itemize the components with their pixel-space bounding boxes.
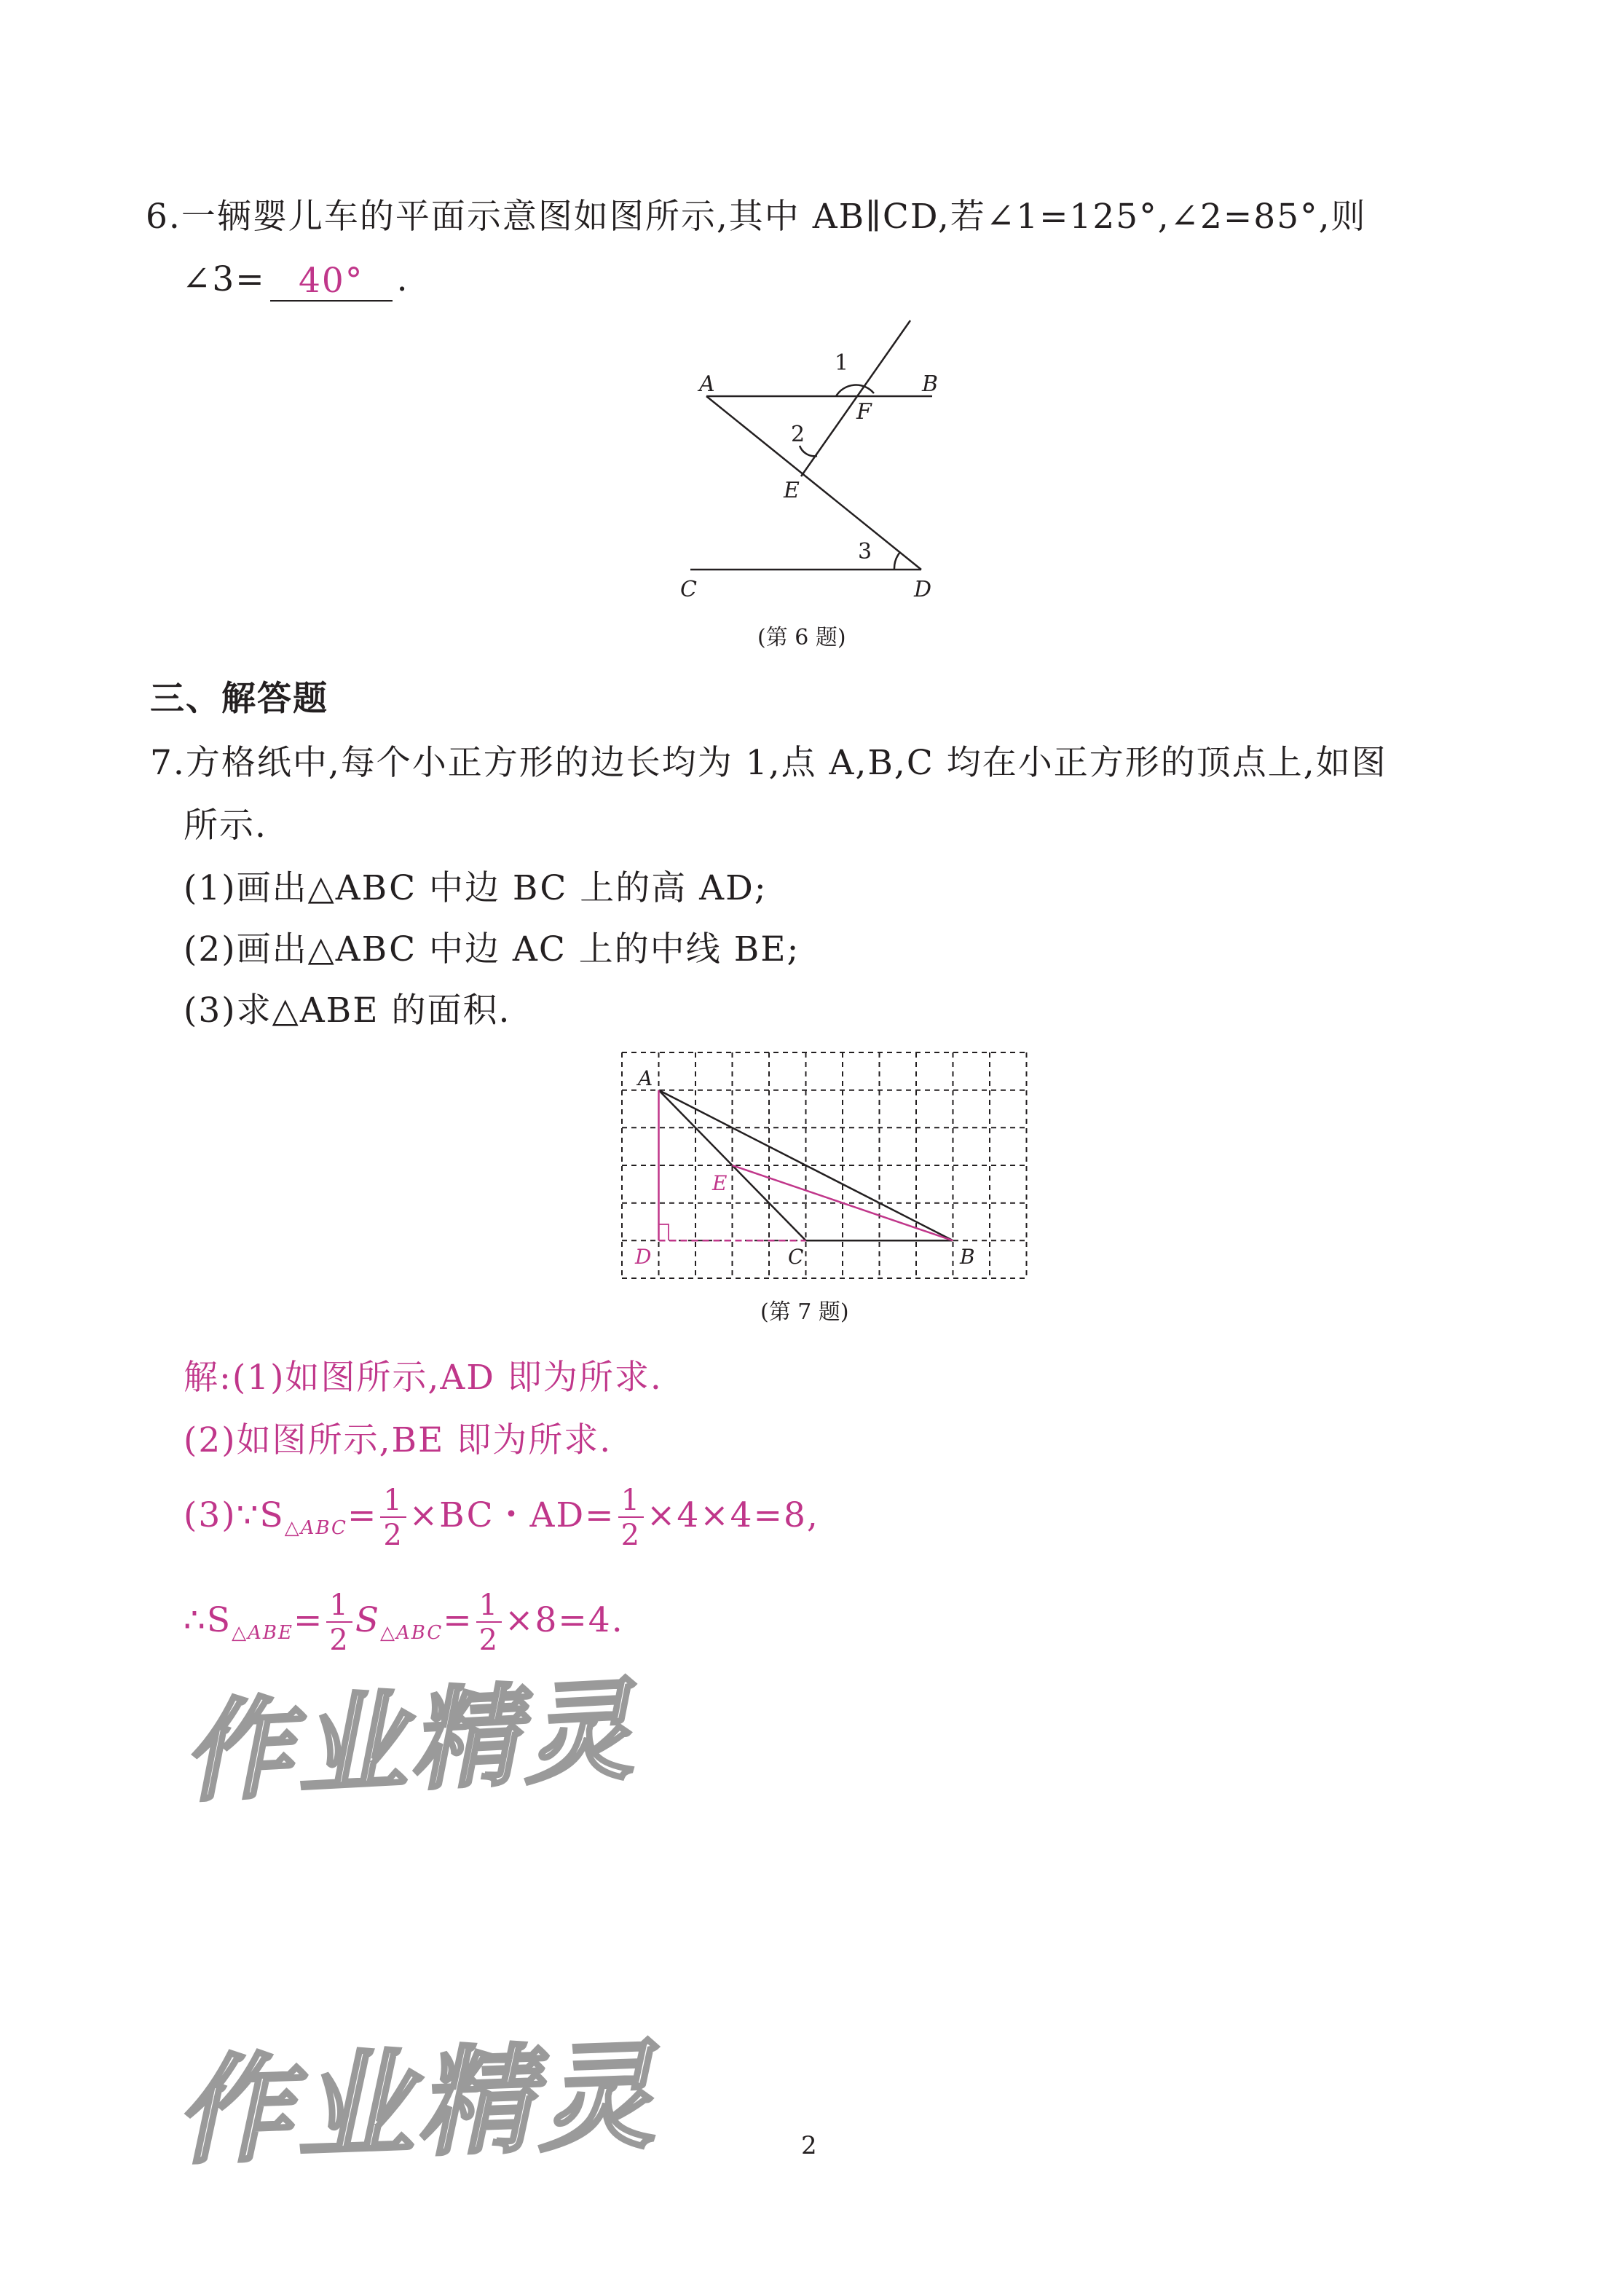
s3-end: ×4×4=8, [647, 1495, 819, 1535]
angle-1-label: 1 [835, 350, 849, 376]
label-e: E [784, 478, 800, 503]
watermark-1: 作业精灵 [179, 1666, 640, 1818]
grid-label-e: E [712, 1171, 728, 1195]
q6-caption: (第 6 题) [757, 625, 846, 650]
q7-part-1: (1)画出△ABC 中边 BC 上的高 AD; [184, 868, 768, 908]
solution-line-1: 解:(1)如图所示,AD 即为所求. [184, 1358, 663, 1398]
frac-den: 2 [620, 1519, 642, 1552]
watermark-2: 作业精灵 [173, 2027, 661, 2181]
frac-num: 1 [618, 1486, 644, 1518]
angle-3-arc [894, 552, 900, 570]
frac-den: 2 [383, 1519, 403, 1552]
grid-label-a: A [638, 1066, 653, 1090]
s4-eq2: = [443, 1600, 473, 1640]
frac-num: 1 [326, 1591, 352, 1623]
solution-line-2: (2)如图所示,BE 即为所求. [184, 1420, 612, 1460]
s4-fraction-2 [476, 1591, 502, 1655]
q6-line-1 [146, 195, 1367, 239]
angle-2-label: 2 [791, 422, 805, 447]
s4-prefix: ∴S [184, 1600, 232, 1640]
page-number: 2 [801, 2131, 817, 2160]
q6-text: 一辆婴儿车的平面示意图如图所示,其中 AB∥CD,若∠1=125°,∠2=85°,则 [181, 197, 1367, 237]
q7-part-2: (2)画出△ABC 中边 AC 上的中线 BE; [184, 929, 800, 969]
q6-line2-suffix: . [396, 259, 409, 299]
grid-label-d: D [635, 1245, 652, 1269]
s4-eq1: = [293, 1600, 324, 1640]
q7-line-2: 所示. [184, 806, 267, 846]
line-ef [801, 320, 910, 476]
s3-fraction-1 [380, 1486, 406, 1550]
q7-caption: (第 7 题) [760, 1299, 849, 1325]
frac-num: 1 [380, 1486, 406, 1518]
angle-3-label: 3 [858, 539, 872, 564]
label-f: F [856, 399, 872, 425]
angle-1-arc [836, 385, 874, 396]
section-title: 三、解答题 [150, 679, 328, 719]
q6-number: 6. [146, 197, 181, 237]
grid-label-b: B [960, 1245, 975, 1269]
label-a: A [699, 371, 715, 397]
s4-sub2: △ABC [380, 1622, 444, 1644]
solution-line-3 [184, 1486, 819, 1550]
q6-figure [655, 306, 976, 612]
line-ad [706, 396, 921, 570]
s4-fraction-1 [326, 1591, 352, 1655]
s3-eq1: = [347, 1495, 378, 1535]
frac-num: 1 [476, 1591, 502, 1623]
s3-sub: △ABC [284, 1517, 347, 1539]
s4-end: ×8=4. [505, 1600, 624, 1640]
grid-label-c: C [788, 1245, 804, 1269]
q7-part-3: (3)求△ABE 的面积. [184, 991, 511, 1031]
q7-line-1: 7.方格纸中,每个小正方形的边长均为 1,点 A,B,C 均在小正方形的顶点上,如图 [150, 743, 1387, 783]
frac-den: 2 [329, 1623, 350, 1657]
label-b: B [922, 371, 939, 397]
q6-line-2 [182, 258, 409, 302]
label-c: C [680, 577, 697, 602]
q6-angle3-prefix: ∠3= [182, 259, 266, 299]
angle-2-arc [800, 446, 817, 456]
frac-den: 2 [478, 1623, 500, 1657]
q6-answer-blank: 40° [270, 259, 393, 302]
s3-fraction-2 [618, 1486, 644, 1550]
s4-s2: S [355, 1600, 381, 1640]
right-angle-mark [659, 1224, 669, 1240]
s4-sub1: △ABE [232, 1622, 293, 1644]
s3-prefix: (3)∵S [184, 1495, 285, 1535]
label-d: D [914, 577, 932, 602]
q7-grid-figure [612, 1042, 1049, 1296]
s3-mid: ×BC・AD= [409, 1495, 615, 1535]
